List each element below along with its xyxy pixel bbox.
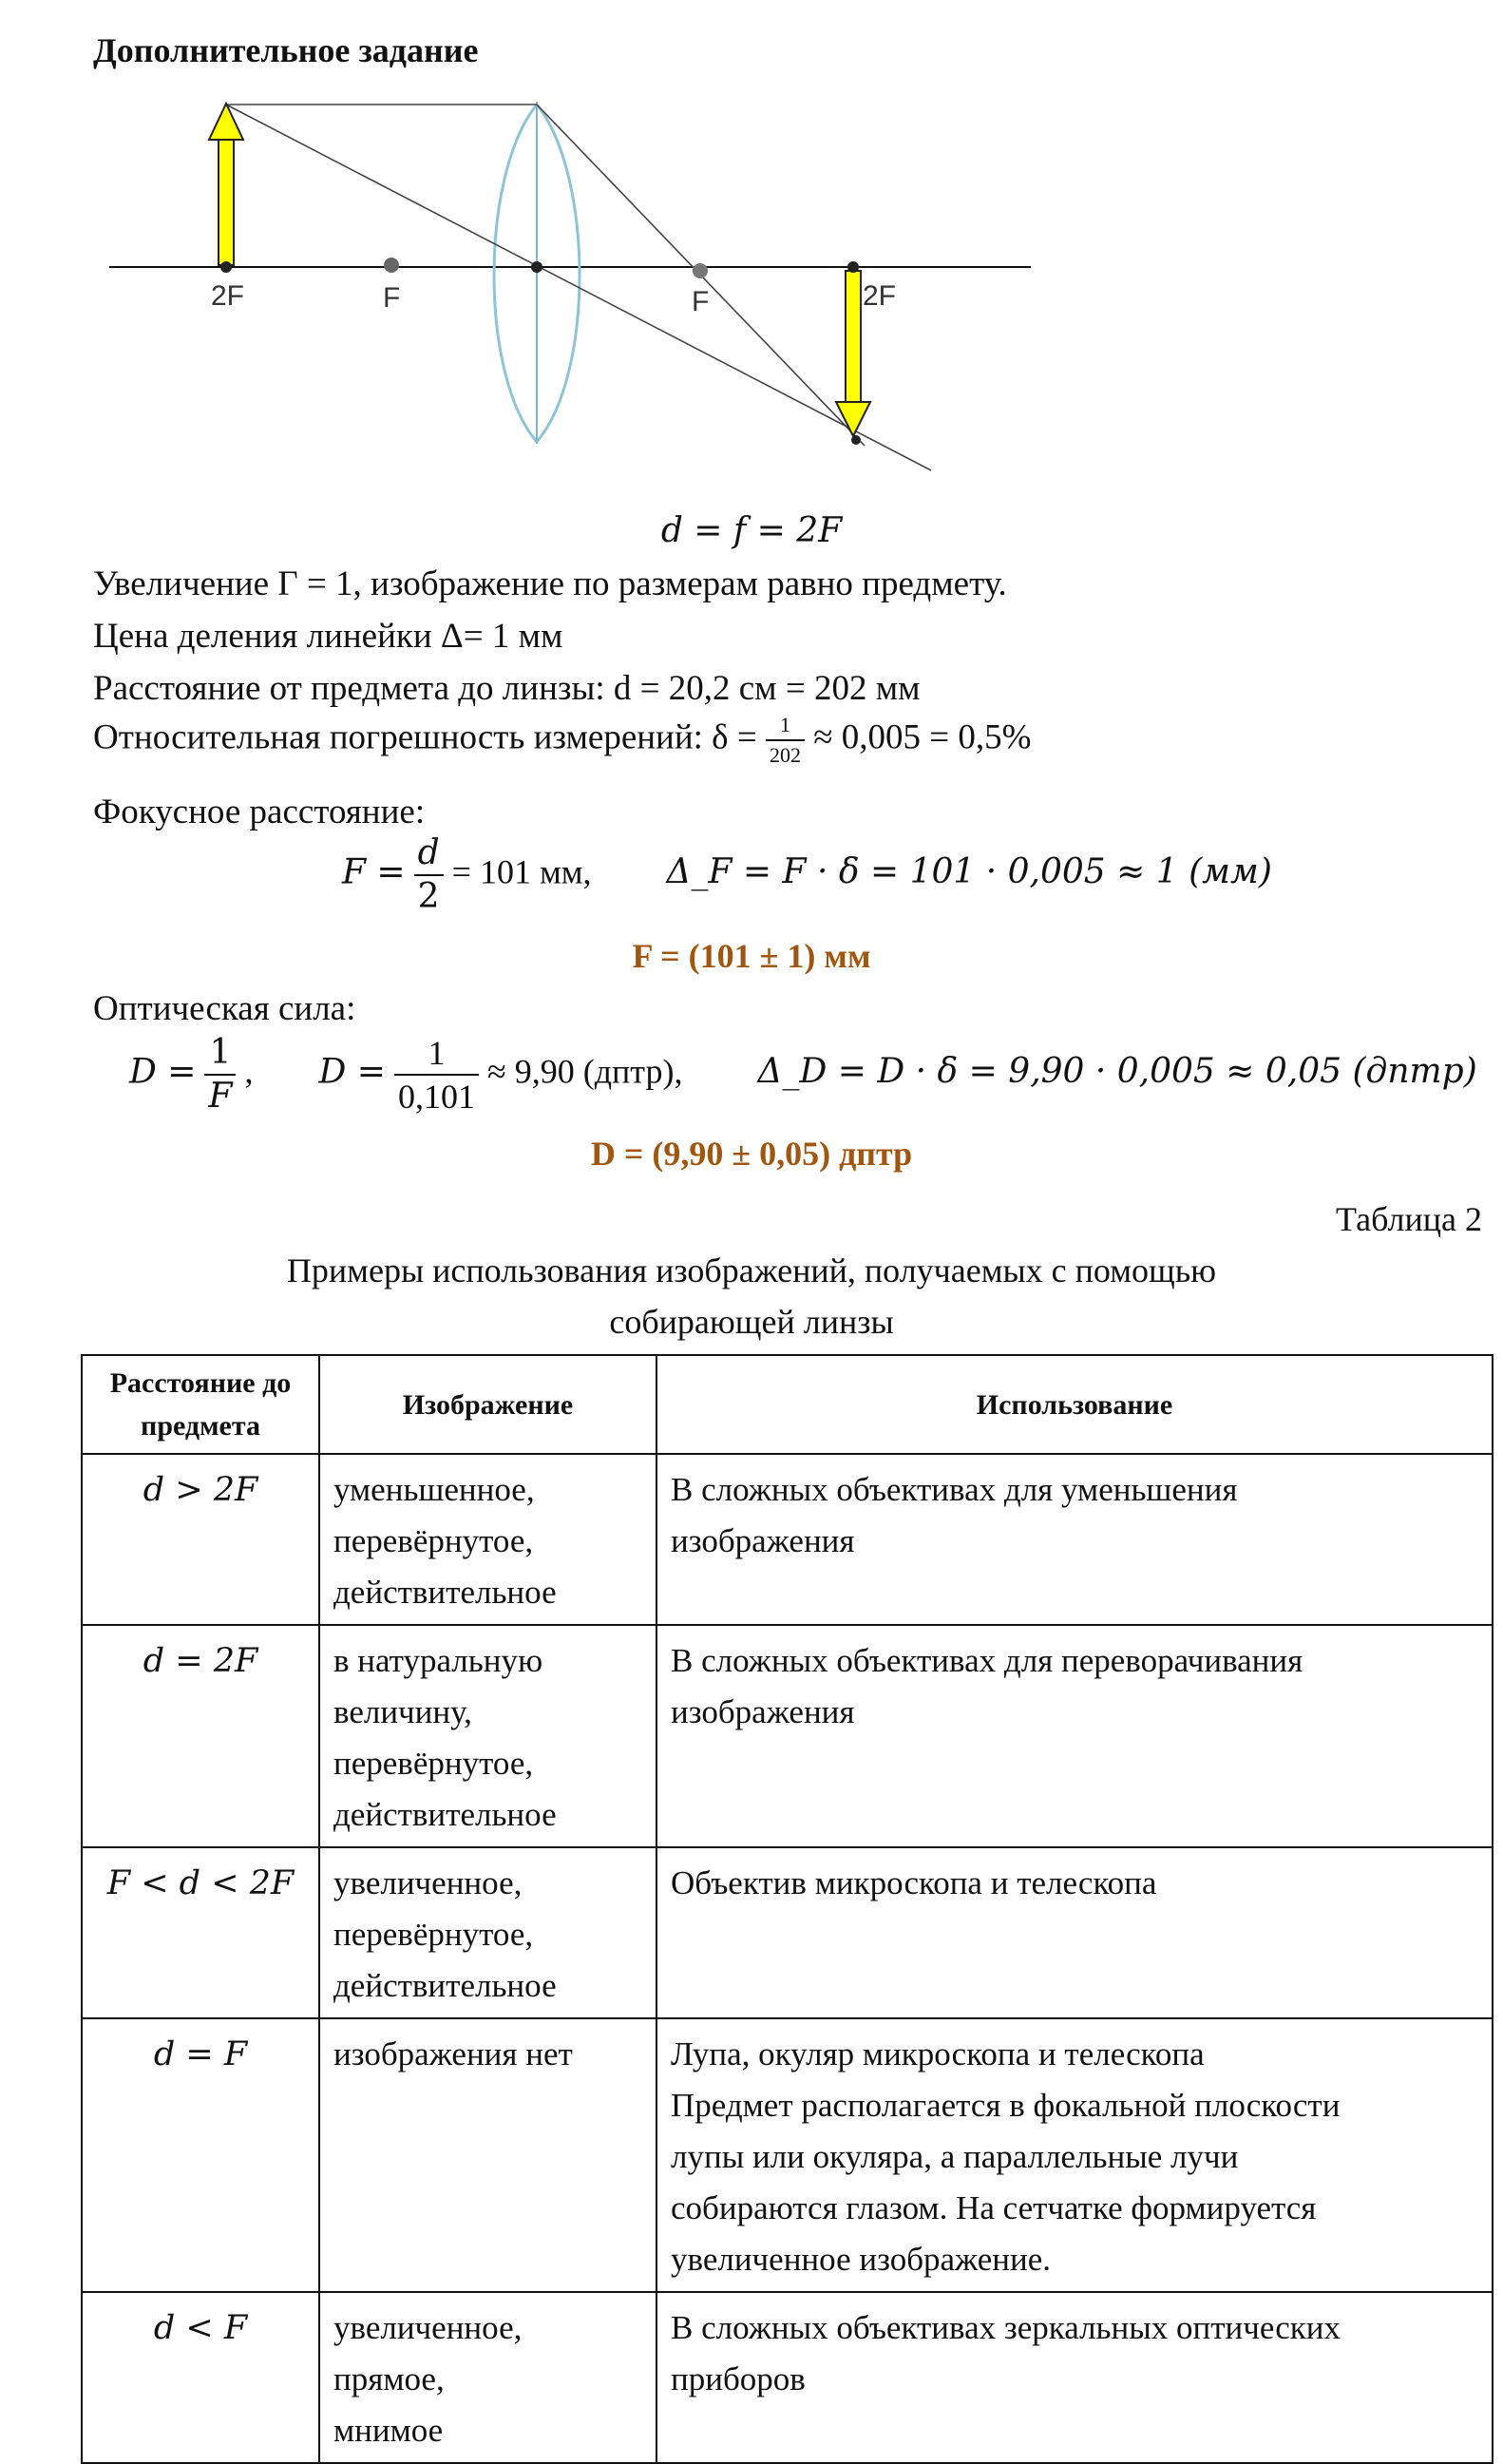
row-condition: F < d < 2F — [82, 1847, 319, 2018]
label-2f-right: 2F — [863, 280, 897, 312]
table-header-row — [82, 1355, 1493, 1454]
point-f-right — [693, 263, 708, 278]
image-line: прямое, — [333, 2360, 445, 2397]
focal-heading: Фокусное расстояние: — [93, 793, 426, 831]
magnification-line: Увеличение Γ = 1, изображение по размерам равно предмету. — [93, 564, 1007, 603]
image-line: в натуральную — [333, 1642, 543, 1679]
image-line: увеличенное, — [333, 2309, 523, 2346]
focal-numerator: d — [414, 836, 444, 876]
image-line: действительное — [333, 1574, 557, 1611]
image-line: увеличенное, — [333, 1864, 523, 1901]
image-line: перевёрнутое, — [333, 1916, 534, 1953]
image-line: действительное — [333, 1796, 557, 1833]
row-condition: d = 2F — [82, 1625, 319, 1847]
relative-error-prefix: Относительная погрешность измерений: δ = — [93, 717, 757, 757]
row-usage — [656, 2292, 1493, 2463]
focal-result: F = (101 ± 1) мм — [632, 937, 871, 975]
focal-denominator: 2 — [417, 877, 440, 916]
usage-line: Лупа, окуляр микроскопа и телескопа — [671, 2035, 1205, 2072]
image-line: действительное — [333, 1967, 557, 2004]
image-line: перевёрнутое, — [333, 1745, 534, 1782]
table-row — [82, 2018, 1493, 2292]
optical-error: Δ_D = D · δ = 9,90 · 0,005 ≈ 0,05 (дптр) — [757, 1052, 1477, 1092]
lens-ray-diagram — [105, 90, 1036, 489]
relative-error-fraction — [766, 715, 805, 766]
relative-error-numerator: 1 — [766, 715, 805, 741]
image-line: величину, — [333, 1693, 472, 1730]
optical-numerator-2: 1 — [394, 1036, 479, 1076]
row-usage — [656, 1847, 1493, 2018]
optical-heading: Оптическая сила: — [93, 989, 356, 1028]
focal-fraction — [414, 833, 444, 916]
usage-line: изображения — [671, 1522, 855, 1559]
focal-error: Δ_F = F · δ = 101 · 0,005 ≈ 1 (мм) — [666, 852, 1272, 892]
table-label: Таблица 2 — [1336, 1200, 1482, 1238]
relative-error-line — [93, 715, 1031, 766]
image-line: перевёрнутое, — [333, 1522, 534, 1559]
table-row — [82, 1454, 1493, 1625]
row-image — [319, 1625, 656, 1847]
table-row — [82, 2292, 1493, 2463]
usage-line: изображения — [671, 1693, 855, 1730]
optical-denominator-1: F — [208, 1077, 233, 1116]
distance-line: Расстояние от предмета до линзы: d = 20,2 см = 202 мм — [93, 669, 921, 708]
point-f-left — [384, 258, 399, 273]
row-image — [319, 2018, 656, 2292]
focal-lhs: F = — [342, 852, 406, 892]
relative-error-suffix: ≈ 0,005 = 0,5% — [813, 717, 1032, 757]
table-caption-line-2: собирающей линзы — [609, 1303, 894, 1341]
header-image: Изображение — [319, 1355, 656, 1454]
header-usage: Использование — [656, 1355, 1493, 1454]
label-2f-left: 2F — [211, 280, 245, 312]
lens-usage-table — [81, 1354, 1493, 2464]
scale-division-line: Цена деления линейки Δ= 1 мм — [93, 617, 563, 656]
row-image — [319, 1847, 656, 2018]
usage-line: увеличенное изображение. — [671, 2241, 1052, 2278]
optical-lhs-2: D = — [318, 1052, 386, 1092]
usage-line: собираются глазом. На сетчатке формируется — [671, 2189, 1317, 2226]
point-2f-right — [847, 261, 859, 273]
usage-line: Предмет располагается в фокальной плоскости — [671, 2087, 1341, 2124]
usage-line: лупы или окуляра, а параллельные лучи — [671, 2138, 1239, 2175]
usage-line: В сложных объективах для уменьшения — [671, 1471, 1238, 1508]
image-line: мнимое — [333, 2412, 444, 2449]
table-row — [82, 1847, 1493, 2018]
row-usage — [656, 1454, 1493, 1625]
optical-fraction-1 — [204, 1033, 236, 1116]
header-distance: Расстояние до предмета — [82, 1355, 319, 1454]
object-arrow — [209, 104, 243, 265]
row-usage — [656, 2018, 1493, 2292]
row-image — [319, 2292, 656, 2463]
row-usage — [656, 1625, 1493, 1847]
ray-through-center — [226, 105, 931, 470]
optical-value: ≈ 9,90 (дптр), — [486, 1052, 683, 1091]
table-caption-line-1: Примеры использования изображений, получаемых с помощью — [286, 1251, 1217, 1289]
usage-line: В сложных объективах зеркальных оптических — [671, 2309, 1341, 2346]
image-line: изображения нет — [333, 2035, 573, 2072]
focal-value: = 101 мм, — [451, 852, 592, 891]
optical-formula-row: D = $\frac{1}{F}$ , D = $\frac{1}{0,101}$ ≈ 9,90 (дптр), Δ_D = D · δ = 9,90 · 0,005 ≈ 0,05 (дптр) — [129, 1033, 1477, 1116]
relative-error-denominator: 202 — [769, 743, 801, 767]
optical-numerator-1: 1 — [204, 1036, 236, 1076]
usage-line: В сложных объективах для переворачивания — [671, 1642, 1303, 1679]
formula-d-equals-2f: d = f = 2F — [660, 511, 843, 550]
label-f-left: F — [383, 282, 401, 314]
label-f-right: F — [692, 286, 710, 317]
point-lens-center — [531, 261, 542, 273]
point-2f-left — [220, 261, 232, 273]
usage-line: Объектив микроскопа и телескопа — [671, 1864, 1157, 1901]
focal-formula-row — [342, 833, 1272, 916]
optical-result: D = (9,90 ± 0,05) дптр — [590, 1135, 913, 1173]
row-image — [319, 1454, 656, 1625]
row-condition: d > 2F — [82, 1454, 319, 1625]
optical-denominator-2: 0,101 — [397, 1078, 475, 1116]
usage-line: приборов — [671, 2360, 806, 2397]
table-row — [82, 1625, 1493, 1847]
optical-fraction-2 — [394, 1036, 479, 1114]
row-condition: d < F — [82, 2292, 319, 2463]
section-heading: Дополнительное задание — [93, 31, 479, 69]
image-tip — [851, 435, 861, 445]
optical-lhs-1: D = — [129, 1052, 197, 1092]
image-line: уменьшенное, — [333, 1471, 535, 1508]
row-condition: d = F — [82, 2018, 319, 2292]
